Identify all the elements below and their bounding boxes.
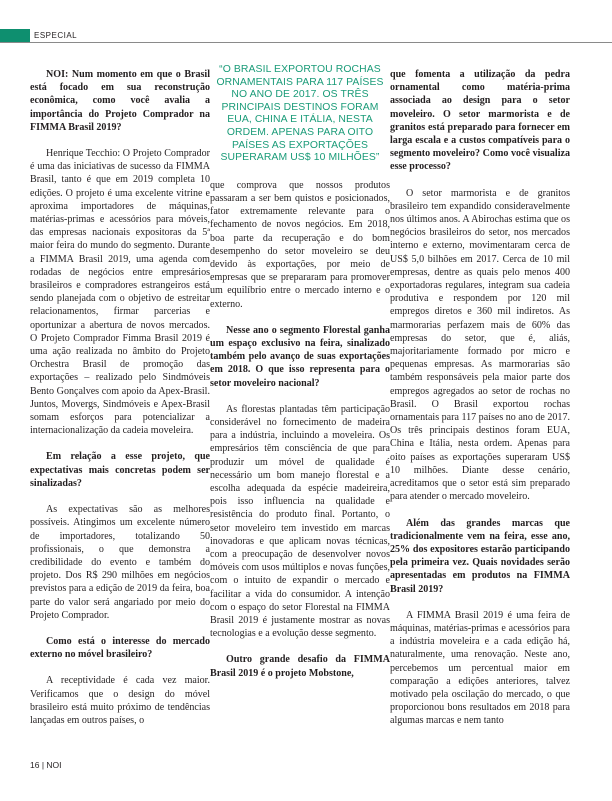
interview-question: Em relação a esse projeto, que expectativas mais concretas podem ser sinalizadas? bbox=[30, 451, 210, 489]
interview-question: NOI: Num momento em que o Brasil está focado em sua reconstrução econômica, como você avalia a importância do Projeto Comprador na FIMMA Brasil 2019? bbox=[30, 69, 210, 133]
interview-question: Outro grande desafio da FIMMA Brasil 2019 é o projeto Mobstone, bbox=[210, 654, 390, 679]
interview-question: Nesse ano o segmento Florestal ganha um espaço exclusivo na feira, sinalizado também pelo avanço de suas exportações em 2018. O que isso representa para o setor moveleiro nacional? bbox=[210, 324, 390, 389]
article-column-1 bbox=[30, 68, 210, 740]
interview-answer: As expectativas são as melhores possíveis. Atingimos um excelente número de importadores, totalizando 50 profissionais, o que demonstra a credibilidade do evento e também do projeto. Dos R$ 290 milhões em negócios previstos para a edição de 2019 da feira, boa parte do valor será angariado por meio do Projeto Comprador. bbox=[30, 504, 210, 621]
interview-question: Além das grandes marcas que tradicionalmente vem na feira, esse ano, 25% dos expositores estarão participando pela primeira vez. Quais novidades serão apresentadas em produtos na FIMMA Brasil 2019? bbox=[390, 517, 570, 595]
interview-question: que fomenta a utilização da pedra ornamental como matéria-prima associada ao design para o setor moveleiro. O setor marmorista e de granitos está preparado para fornecer em larga escala e a custos compatíveis para o segmento moveleiro? Como você visualiza esse processo? bbox=[390, 69, 570, 173]
interview-answer: que comprova que nossos produtos passaram a ser bem quistos e posicionados, fator extremamente relevante para o fechamento de novos negócios. Em 2018, boa parte da recuperação e do bom desempenho do setor moveleiro se deu devido às exportações, por meio de empresas que se prepararam para promover um equilíbrio entre o mercado interno e o externo. bbox=[210, 179, 390, 310]
pull-quote: “O BRASIL EXPORTOU ROCHAS ORNAMENTAIS PARA 117 PAÍSES NO ANO DE 2017. OS TRÊS PRINCIPAIS DESTINOS FORAM EUA, CHINA E ITÁLIA, NESTA ORDEM. APENAS PARA OITO PAÍSES AS EXPORTAÇÕES SUPERARAM US$ 10 MILHÕES” bbox=[216, 64, 384, 164]
interview-answer: O setor marmorista e de granitos brasileiro tem expandido consideravelmente nos últimos anos. A Abirochas estima que os negócios brasileiros do setor, nos mercados interno e externo, movimentaram cerca de US$ 5,0 bilhões em 2017. Cerca de 10 mil empresas, dentre as quais pelo menos 400 exportadoras regulares, integram sua cadeia produtiva e respondem por 120 mil empregos diretos e 360 mil indiretos. As marmorarias perfazem mais de 60% das empresas do setor, que é, aliás, majoritariamente formado por micro e pequenas empresas. As marmorarias são também responsáveis pela maior parte dos empregos agregados ao setor de rochas no Brasil. O Brasil exportou rochas ornamentais para 117 países no ano de 2017. Os três principais destinos foram EUA, China e Itália, nesta ordem. Apenas para oito países as exportações superaram US$ 10 milhões. Diante desse cenário, acreditamos que o setor está sim preparado para atender o mercado moveleiro. bbox=[390, 187, 570, 503]
page-folio: 16 | NOI bbox=[30, 760, 62, 770]
interview-answer: As florestas plantadas têm participação considerável no fornecimento de madeira para a indústria, incluindo a moveleira. Os empresários têm consciência de que para produzir um móvel de qualidade é necessário um bom manejo florestal e a escolha adequada da espécie madeireira, pois isso influencia na qualidade e resistência do produto final. Portanto, o setor moveleiro tem investido em marcas inovadoras e que aplicam novas técnicas, com a preocupação de desenvolver novos móveis com usos múltiplos e novas funções, com o intuito de expandir o mercado e facilitar a vida do consumidor. A intenção com o espaço do setor Florestal na FIMMA Brasil 2019 é justamente mostrar as novas tecnologias e a evolução desse segmento. bbox=[210, 403, 390, 640]
header-divider bbox=[0, 42, 612, 43]
interview-answer: Henrique Tecchio: O Projeto Comprador é uma das iniciativas de sucesso da FIMMA Brasil, tanto é que em 2019 completa 10 edições. O projeto é uma excelente vitrine e aproxima importadores de máquinas, matérias-primas e acessórios para móveis, das empresas nacionais expositoras da 5ª maior feira do mundo do segmento. Durante a FIMMA Brasil 2019, uma agenda com rodadas de negócios entre empresários brasileiros e compradores estrangeiros está sendo planejada com o objetivo de estreitar relacionamentos, firmar parcerias e oportunizar a abertura de novos mercados. O Projeto Comprador Fimma Brasil 2019 é uma ação realizada no âmbito do Projeto Orchestra Brasil de promoção das exportações – realizado pelo Sindmóveis Bento Gonçalves com apoio da Apex-Brasil. Juntos, Movergs, Sindmóveis e Apex-Brasil somam esforços para potencializar a internacionalização da cadeia moveleira. bbox=[30, 148, 210, 437]
interview-question: Como está o interesse do mercado externo no móvel brasileiro? bbox=[30, 635, 210, 661]
interview-answer: A receptividade é cada vez maior. Verificamos que o design do móvel brasileiro está muito próximo de tendências lançadas em outros países, o bbox=[30, 675, 210, 726]
section-label: ESPECIAL bbox=[34, 31, 78, 40]
interview-answer: A FIMMA Brasil 2019 é uma feira de máquinas, matérias-primas e acessórios para a indústria moveleira e a cada edição há, naturalmente, uma renovação. Neste ano, percebemos um percentual maior em comparação a edições anteriores, talvez motivado pela oscilação do mercado, o que proporcionou bons resultados em 2018 para algumas marcas e nem tanto bbox=[390, 609, 570, 727]
article-column-2 bbox=[210, 64, 390, 693]
article-column-3 bbox=[390, 68, 570, 741]
section-color-tab bbox=[0, 29, 30, 43]
